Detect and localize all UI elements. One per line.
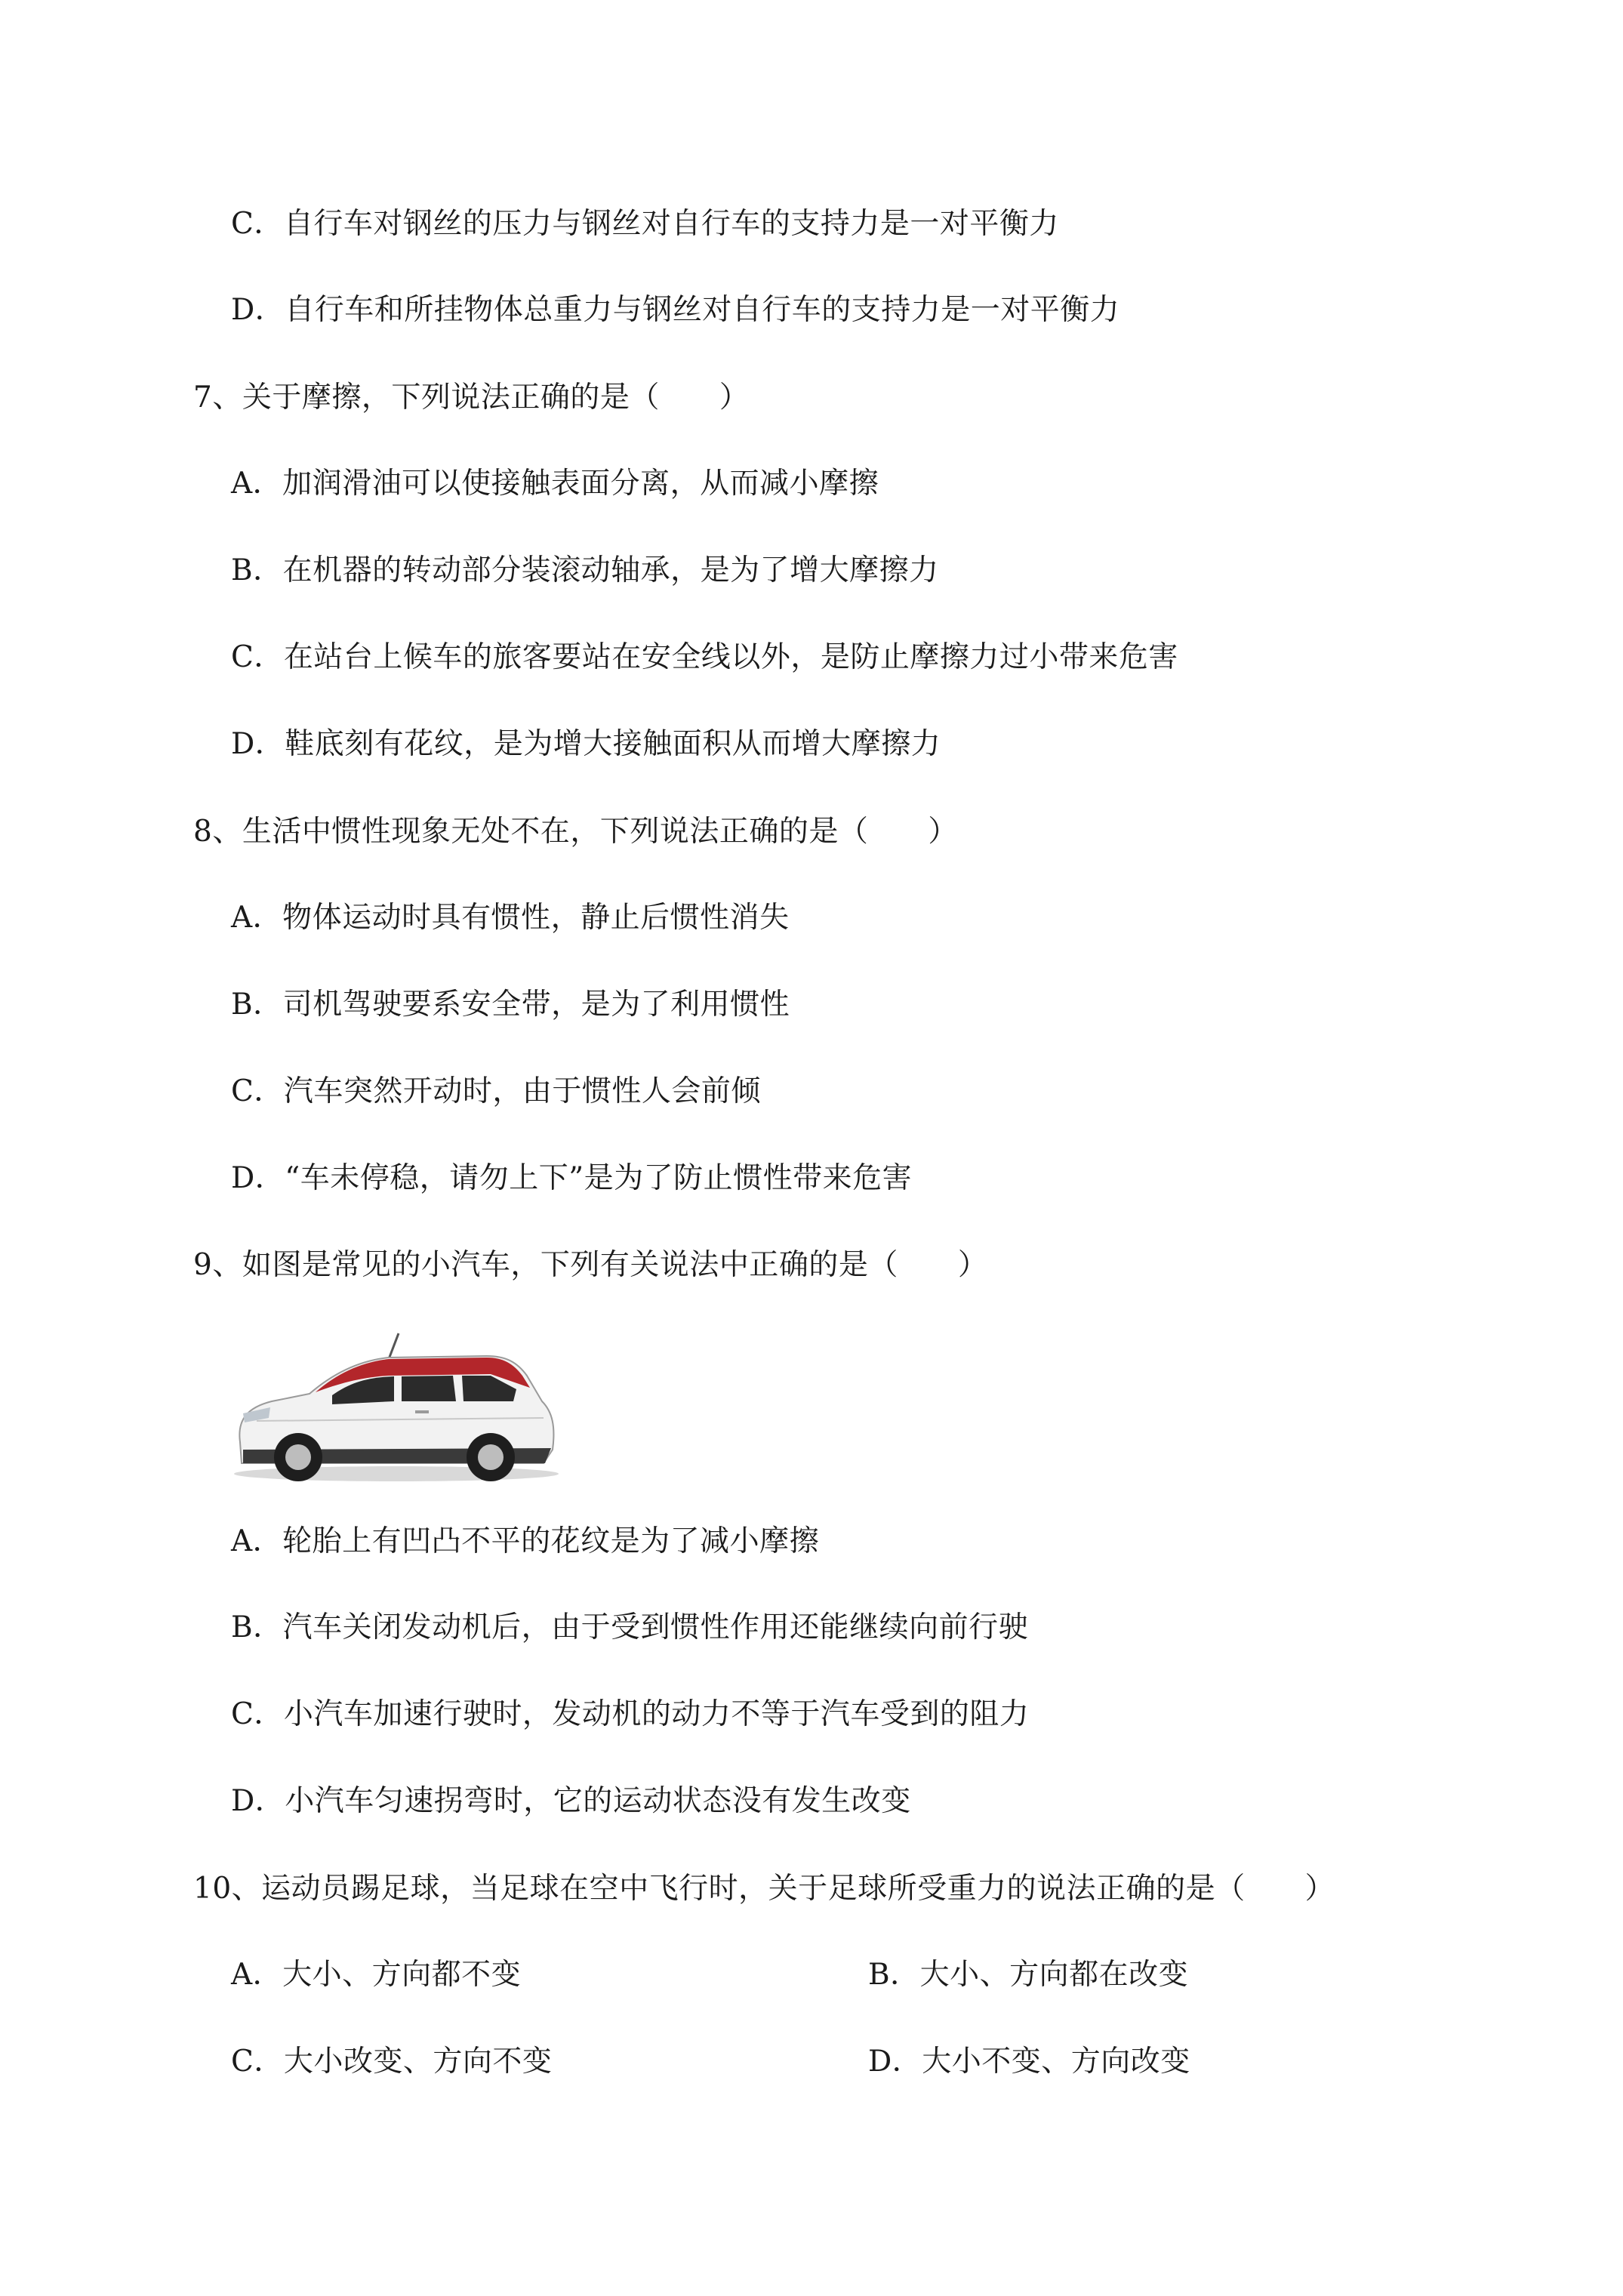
q10-stem: 10、运动员踢足球，当足球在空中飞行时，关于足球所受重力的说法正确的是（ ） — [193, 1872, 1335, 1906]
q9-option-d: D．小汽车匀速拐弯时，它的运动状态没有发生改变 — [231, 1784, 911, 1818]
car-antenna — [389, 1333, 399, 1359]
car-front-rim — [285, 1444, 311, 1470]
q9-option-b: B．汽车关闭发动机后，由于受到惯性作用还能继续向前行驶 — [231, 1610, 1029, 1644]
q8-option-b: B．司机驾驶要系安全带，是为了利用惯性 — [231, 988, 790, 1022]
q7-option-c: C．在站台上候车的旅客要站在安全线以外，是防止摩擦力过小带来危害 — [231, 640, 1178, 674]
car-rear-rim — [478, 1444, 504, 1470]
q8-stem: 8、生活中惯性现象无处不在，下列说法正确的是（ ） — [193, 815, 958, 849]
q10-option-b: B．大小、方向都在改变 — [868, 1958, 1189, 1992]
q7-option-b: B．在机器的转动部分装滚动轴承，是为了增大摩擦力 — [231, 553, 939, 587]
car-image — [226, 1329, 566, 1487]
car-door-handle — [415, 1410, 429, 1413]
q6-option-d: D．自行车和所挂物体总重力与钢丝对自行车的支持力是一对平衡力 — [231, 293, 1120, 327]
q7-stem: 7、关于摩擦，下列说法正确的是（ ） — [193, 381, 750, 415]
car-middle-window — [402, 1376, 456, 1401]
q10-option-c: C．大小改变、方向不变 — [231, 2045, 553, 2079]
q10-option-a: A．大小、方向都不变 — [231, 1958, 522, 1992]
q8-option-c: C．汽车突然开动时，由于惯性人会前倾 — [231, 1074, 761, 1108]
q7-option-a: A．加润滑油可以使接触表面分离，从而减小摩擦 — [231, 467, 879, 501]
q7-option-d: D．鞋底刻有花纹，是为增大接触面积从而增大摩擦力 — [231, 727, 941, 761]
q8-option-d: D．“车未停稳，请勿上下”是为了防止惯性带来危害 — [231, 1161, 913, 1195]
q9-option-a: A．轮胎上有凹凸不平的花纹是为了减小摩擦 — [231, 1524, 820, 1558]
q9-option-c: C．小汽车加速行驶时，发动机的动力不等于汽车受到的阻力 — [231, 1697, 1030, 1731]
q6-option-c: C．自行车对钢丝的压力与钢丝对自行车的支持力是一对平衡力 — [231, 207, 1059, 241]
q10-option-d: D．大小不变、方向改变 — [868, 2045, 1190, 2079]
q8-option-a: A．物体运动时具有惯性，静止后惯性消失 — [231, 901, 790, 935]
q9-stem: 9、如图是常见的小汽车，下列有关说法中正确的是（ ） — [193, 1248, 988, 1282]
